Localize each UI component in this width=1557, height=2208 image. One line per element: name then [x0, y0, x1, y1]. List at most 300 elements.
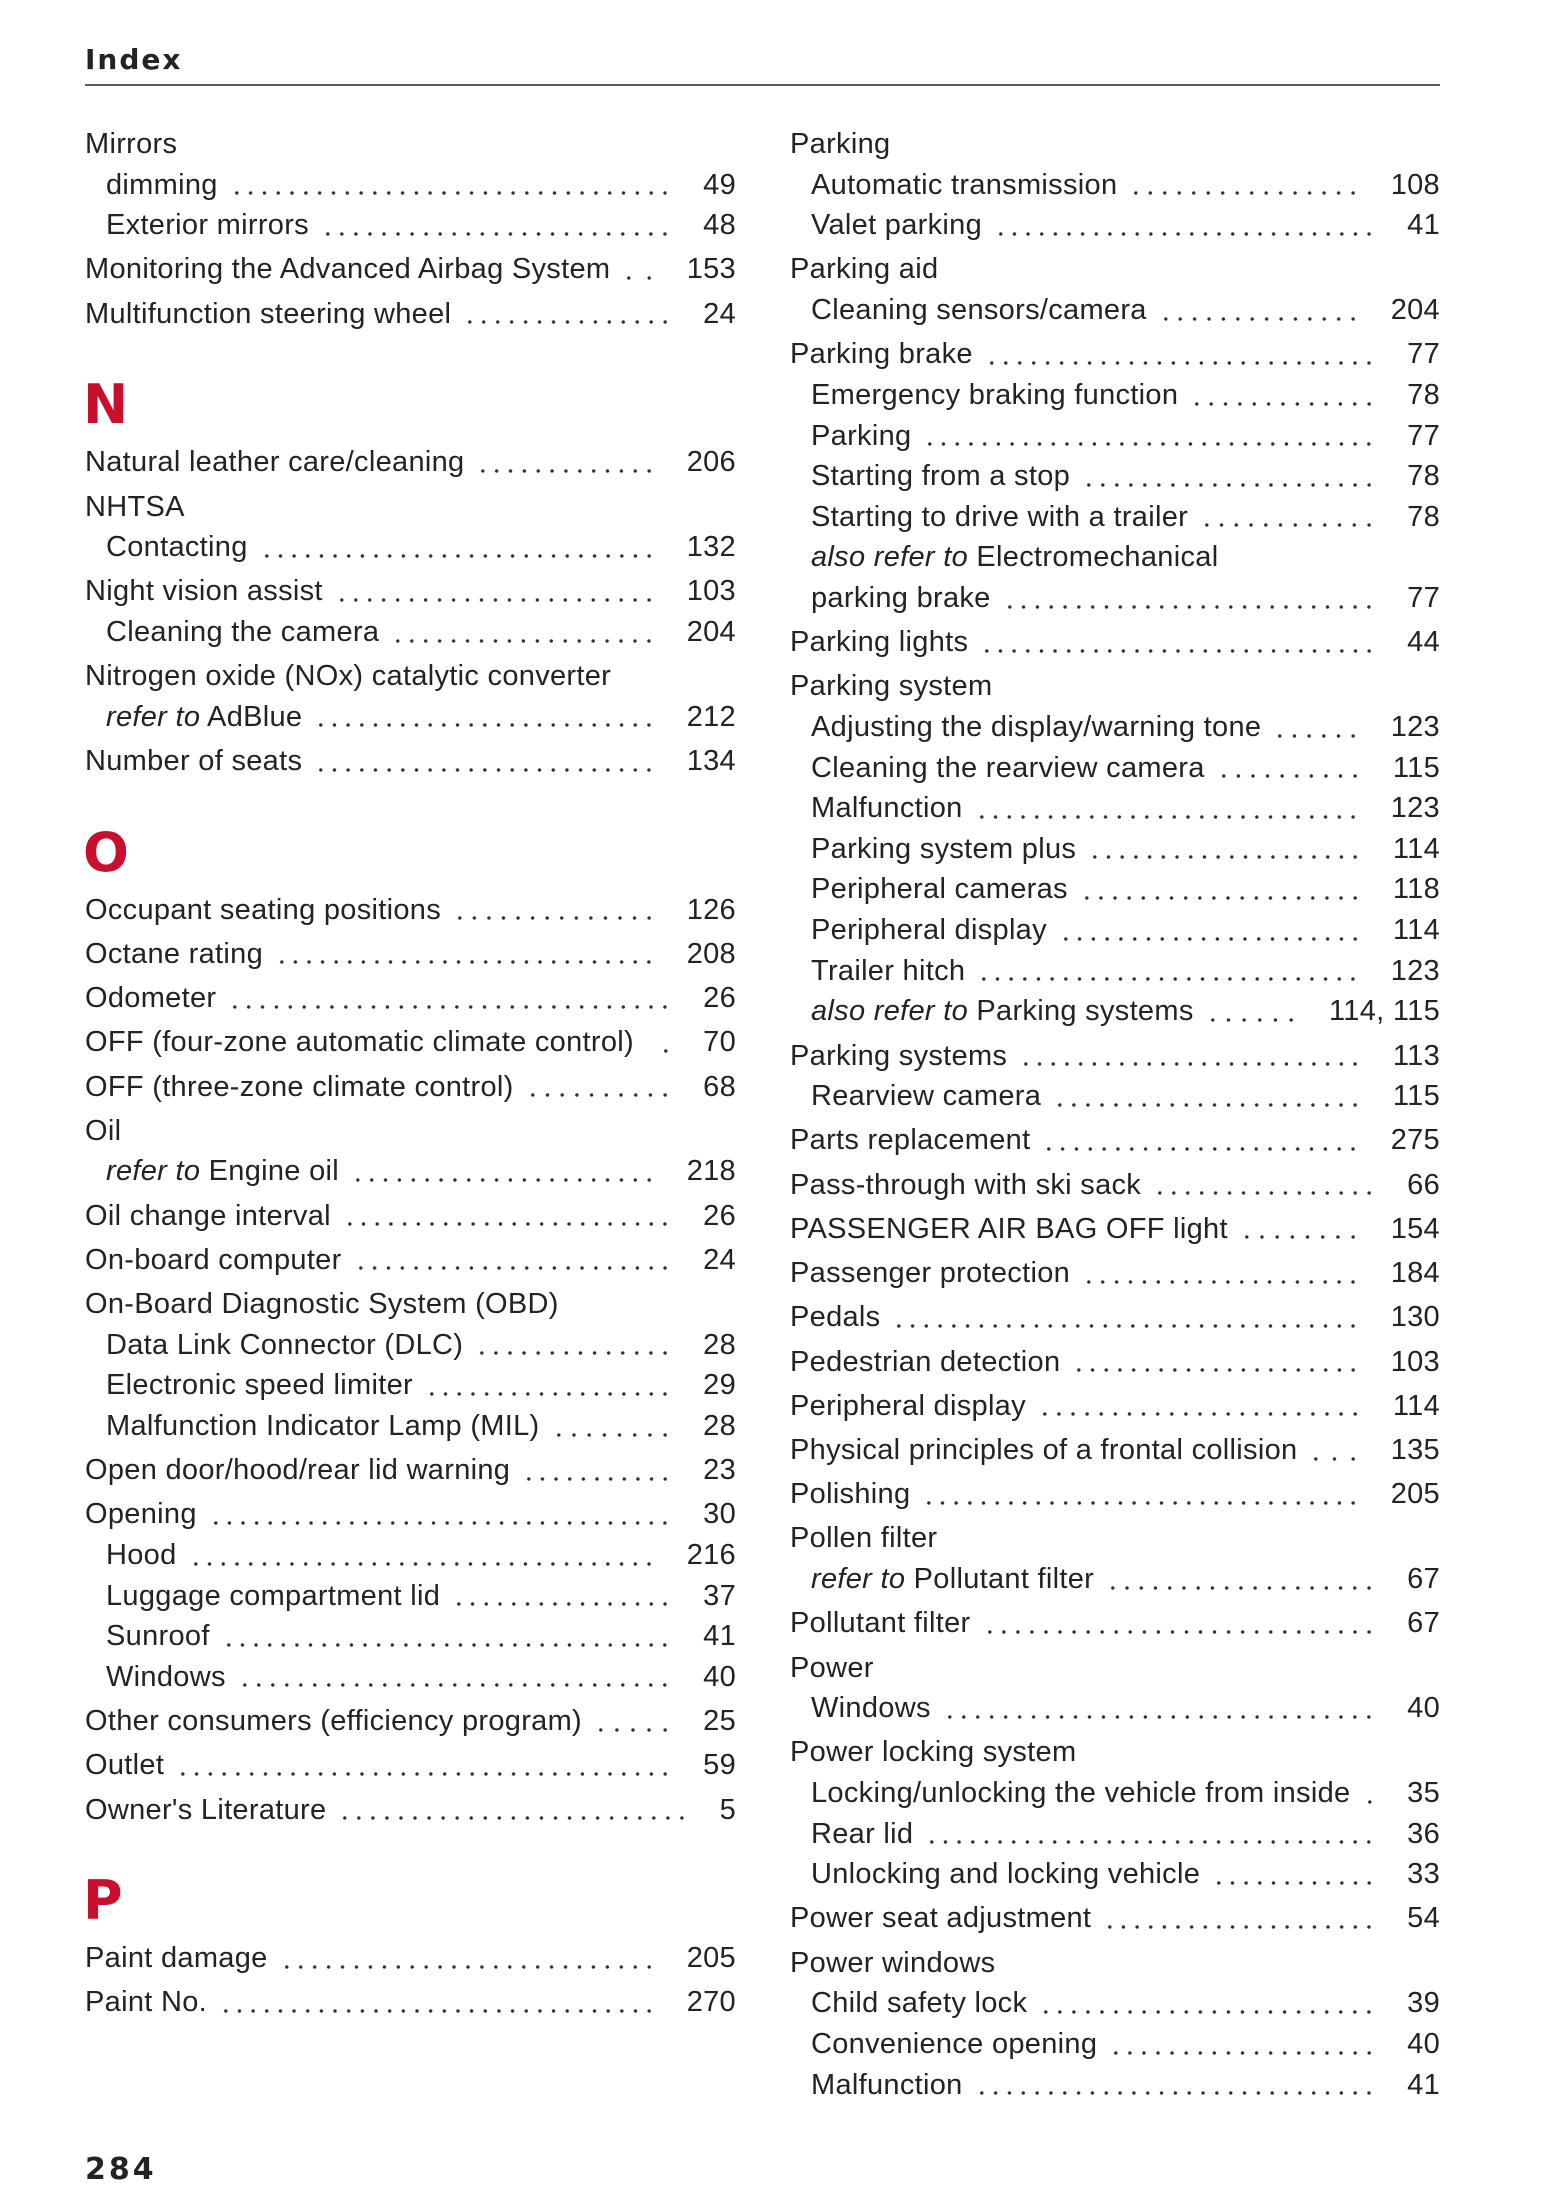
- entry-term-text: Electromechanical: [976, 541, 1219, 574]
- page-reference: 270: [686, 1986, 736, 2019]
- entry-term: [106, 1657, 226, 1698]
- index-entry: [790, 334, 1440, 375]
- index-subentry: [85, 1365, 736, 1406]
- index-subentry: [790, 165, 1440, 206]
- entry-term-text: Sunroof: [106, 1620, 210, 1653]
- entry-term-text: NHTSA: [85, 490, 185, 523]
- entry-term: [790, 1603, 971, 1644]
- dot-leader: [314, 697, 655, 738]
- entry-term-text: Windows: [811, 1692, 931, 1725]
- index-subentry: [790, 2024, 1440, 2065]
- entry-term: [811, 707, 1261, 748]
- index-subentry: [790, 1773, 1440, 1814]
- index-entry: [85, 656, 736, 697]
- page-reference: 123: [1390, 954, 1440, 987]
- entry-term-text: Number of seats: [85, 745, 303, 778]
- page-reference: 5: [719, 1793, 736, 1826]
- index-entry: [790, 1253, 1440, 1294]
- index-entry: [790, 1898, 1440, 1939]
- page-reference: 216: [686, 1539, 736, 1571]
- page-reference: 66: [1407, 1168, 1440, 1201]
- index-entry: [790, 1943, 1440, 1984]
- entry-term: [811, 991, 1194, 1032]
- entry-term-text: Emergency braking function: [811, 378, 1179, 411]
- index-entry: [85, 1494, 736, 1535]
- page-reference: 70: [703, 1026, 736, 1059]
- entry-term: [811, 416, 911, 457]
- page-reference: 23: [703, 1454, 736, 1487]
- entry-term-text: Octane rating: [85, 937, 263, 970]
- entry-term-text: parking brake: [811, 581, 991, 614]
- section-letter: N: [83, 373, 129, 437]
- index-entry: [790, 1342, 1440, 1383]
- dot-leader: [343, 1196, 672, 1237]
- entry-term-text: Engine oil: [208, 1155, 340, 1188]
- section-letter: O: [83, 820, 130, 884]
- entry-term-text: Night vision assist: [85, 575, 323, 608]
- entry-term: [790, 1297, 880, 1338]
- index-entry: [85, 1982, 736, 2023]
- dot-leader: [975, 788, 1360, 829]
- dot-leader: [977, 951, 1359, 992]
- dot-leader: [1159, 290, 1360, 331]
- index-subentry: [790, 1814, 1440, 1855]
- page-reference: 77: [1407, 338, 1440, 371]
- entry-term-text: Power seat adjustment: [790, 1902, 1092, 1935]
- page-reference: 115: [1392, 751, 1440, 784]
- entry-term: [106, 1325, 463, 1366]
- index-subentry: [85, 1657, 736, 1698]
- entry-term: [85, 487, 185, 528]
- dot-leader: [354, 1240, 673, 1281]
- entry-term: [85, 1745, 164, 1786]
- entry-term-text: Exterior mirrors: [106, 209, 309, 242]
- entry-term-text: Physical principles of a frontal collision: [790, 1434, 1298, 1467]
- entry-term: [811, 1814, 913, 1855]
- entry-term: [811, 497, 1188, 538]
- page-reference: 41: [703, 1620, 736, 1653]
- index-entry: [790, 1165, 1440, 1206]
- entry-term: [811, 375, 1178, 416]
- dot-leader: [975, 2065, 1377, 2106]
- index-subentry: [790, 1983, 1440, 2024]
- dot-leader: [222, 1616, 672, 1657]
- page-reference: 35: [1407, 1777, 1440, 1810]
- index-entry: [790, 1036, 1440, 1077]
- page-reference: 130: [1390, 1301, 1440, 1334]
- entry-term: [811, 578, 991, 619]
- dot-leader: [1088, 829, 1362, 870]
- entry-term: [811, 910, 1047, 951]
- index-subentry: [85, 1325, 736, 1366]
- entry-term: [85, 1450, 510, 1491]
- dot-leader: [476, 442, 655, 483]
- dot-leader: [1042, 1120, 1359, 1161]
- entry-term-text: Peripheral display: [811, 914, 1047, 947]
- index-entry: [790, 1209, 1440, 1250]
- index-subentry: [85, 1406, 736, 1447]
- page-reference: 153: [686, 253, 736, 286]
- entry-term-text: Parking aid: [790, 253, 939, 286]
- entry-term: [85, 1982, 207, 2023]
- entry-term-text: Rear lid: [811, 1817, 914, 1850]
- entry-term-text: Oil: [85, 1114, 122, 1147]
- dot-leader: [391, 612, 655, 653]
- page-reference: 30: [703, 1498, 736, 1531]
- entry-term: [85, 1240, 342, 1281]
- dot-leader: [1190, 375, 1376, 416]
- entry-term-text: Pedals: [790, 1301, 881, 1334]
- dot-leader: [943, 1688, 1376, 1729]
- entry-term: [790, 124, 890, 165]
- entry-term: [790, 1732, 1076, 1773]
- index-subentry: [85, 205, 736, 246]
- entry-term-text: Monitoring the Advanced Airbag System: [85, 253, 611, 286]
- cross-reference-prefix: also refer to: [811, 995, 969, 1028]
- index-entry: [85, 571, 736, 612]
- dot-leader: [1082, 456, 1376, 497]
- entry-term: [106, 1616, 210, 1657]
- entry-term-text: Locking/unlocking the vehicle from inside: [811, 1777, 1351, 1810]
- cross-reference-prefix: refer to: [811, 1563, 906, 1596]
- page-reference: 36: [1407, 1817, 1440, 1850]
- entry-term: [790, 1342, 1060, 1383]
- page-reference: 108: [1390, 168, 1440, 201]
- letter-section-heading: [85, 782, 736, 886]
- entry-term: [85, 442, 464, 483]
- index-subentry: [790, 375, 1440, 416]
- page-reference: 134: [686, 745, 736, 778]
- entry-term: [85, 741, 302, 782]
- entry-term-text: Odometer: [85, 982, 217, 1015]
- entry-term-text: OFF (three-zone climate control): [85, 1070, 514, 1103]
- entry-term-text: On-Board Diagnostic System (OBD): [85, 1288, 559, 1321]
- page-reference: 78: [1407, 460, 1440, 493]
- index-entry: [85, 1196, 736, 1237]
- index-subentry: [85, 1576, 736, 1617]
- entry-term-text: Parking systems: [976, 995, 1194, 1028]
- page-reference: 205: [686, 1942, 736, 1975]
- dot-leader: [980, 622, 1376, 663]
- dot-leader: [526, 1067, 673, 1108]
- index-entry: [85, 1938, 736, 1979]
- index-entry: [85, 1790, 736, 1831]
- entry-term: [85, 1701, 582, 1742]
- entry-term: [790, 622, 968, 663]
- entry-term: [790, 1943, 995, 1984]
- entry-term: [790, 1165, 1141, 1206]
- index-subentry: [790, 910, 1440, 951]
- page-reference: 68: [703, 1070, 736, 1103]
- page-reference: 78: [1407, 500, 1440, 533]
- entry-term-text: dimming: [106, 168, 218, 201]
- index-subentry: [85, 527, 736, 568]
- entry-term: [811, 829, 1076, 870]
- index-entry: [85, 294, 736, 335]
- index-entry: [85, 1240, 736, 1281]
- entry-term: [106, 205, 309, 246]
- dot-leader: [219, 1982, 656, 2023]
- page-reference: 132: [686, 531, 736, 564]
- entry-term: [106, 1151, 339, 1192]
- dot-leader: [1362, 1773, 1376, 1814]
- index-entry: [85, 934, 736, 975]
- index-entry: [85, 741, 736, 782]
- index-subentry: [790, 707, 1440, 748]
- dot-leader: [338, 1790, 688, 1831]
- page-reference: 54: [1407, 1902, 1440, 1935]
- entry-term-text: Oil change interval: [85, 1199, 331, 1232]
- page-reference: 37: [703, 1579, 736, 1612]
- entry-term-text: Unlocking and locking vehicle: [811, 1858, 1201, 1891]
- dot-leader: [925, 1814, 1376, 1855]
- page-reference: 103: [1390, 1345, 1440, 1378]
- dot-leader: [453, 890, 656, 931]
- entry-term-text: Pedestrian detection: [790, 1345, 1061, 1378]
- page-reference: 48: [703, 209, 736, 242]
- entry-term-text: Cleaning sensors/camera: [811, 294, 1147, 327]
- index-subentry: [790, 497, 1440, 538]
- entry-term: [790, 1036, 1007, 1077]
- index-entry: [85, 1284, 736, 1325]
- index-subentry: [85, 1535, 736, 1576]
- entry-term-text: Pollen filter: [790, 1522, 938, 1555]
- dot-leader: [983, 1603, 1377, 1644]
- entry-term-text: Parts replacement: [790, 1124, 1031, 1157]
- index-entry: [85, 978, 736, 1019]
- entry-term-text: Starting to drive with a trailer: [811, 500, 1189, 533]
- entry-term: [85, 1196, 331, 1237]
- page-reference: 41: [1407, 209, 1440, 242]
- index-entry: [85, 487, 736, 528]
- entry-term-text: Occupant seating positions: [85, 893, 442, 926]
- entry-term-text: Polishing: [790, 1478, 911, 1511]
- index-entry: [790, 1732, 1440, 1773]
- index-subentry: [790, 578, 1440, 619]
- entry-term-text: Child safety lock: [811, 1987, 1028, 2020]
- entry-term: [85, 294, 451, 335]
- entry-term-text: Parking brake: [790, 338, 973, 371]
- page-reference: 77: [1407, 581, 1440, 614]
- entry-term-text: Mirrors: [85, 128, 178, 160]
- entry-term: [811, 2065, 963, 2106]
- entry-term: [85, 1284, 559, 1325]
- dot-leader: [923, 416, 1376, 457]
- entry-term-text: Pollutant filter: [913, 1563, 1095, 1596]
- dot-leader: [594, 1701, 672, 1742]
- entry-term-text: Malfunction: [811, 792, 963, 825]
- entry-term: [106, 527, 248, 568]
- index-entry: [85, 1450, 736, 1491]
- dot-leader: [1206, 991, 1298, 1032]
- entry-term-text: Adjusting the display/warning tone: [811, 711, 1262, 744]
- entry-term-text: Cleaning the rearview camera: [811, 751, 1205, 784]
- dot-leader: [189, 1535, 656, 1576]
- dot-leader: [209, 1494, 672, 1535]
- dot-leader: [1072, 1342, 1359, 1383]
- cross-reference-prefix: also refer to: [811, 541, 969, 574]
- dot-leader: [1039, 1983, 1376, 2024]
- entry-term: [106, 165, 218, 206]
- entry-term: [790, 1386, 1026, 1427]
- page-reference: 44: [1407, 626, 1440, 659]
- entry-term-text: Contacting: [106, 531, 248, 564]
- page-reference: 114: [1392, 1389, 1440, 1422]
- entry-term: [106, 612, 379, 653]
- index-entry: [790, 1297, 1440, 1338]
- entry-term-text: Trailer hitch: [811, 954, 966, 987]
- index-entry: [85, 890, 736, 931]
- entry-term-text: Paint damage: [85, 1942, 268, 1975]
- page-reference: 218: [686, 1155, 736, 1188]
- entry-term: [811, 1688, 931, 1729]
- cross-reference-prefix: refer to: [106, 1155, 201, 1188]
- page-reference: 28: [703, 1328, 736, 1361]
- section-letter: P: [83, 1869, 123, 1933]
- dot-leader: [321, 205, 672, 246]
- entry-term-text: Rearview camera: [811, 1080, 1042, 1113]
- page-reference: 126: [686, 893, 736, 926]
- entry-term: [811, 788, 963, 829]
- entry-term: [811, 951, 965, 992]
- dot-leader: [1080, 869, 1362, 910]
- page-reference: 24: [703, 1243, 736, 1276]
- page-reference: 123: [1390, 792, 1440, 825]
- page-reference: 114, 115: [1329, 995, 1440, 1028]
- dot-leader: [230, 165, 672, 206]
- entry-term-text: Malfunction: [811, 2068, 963, 2101]
- index-subentry: [790, 416, 1440, 457]
- entry-term-text: Parking lights: [790, 626, 969, 659]
- entry-term-text: Other consumers (efficiency program): [85, 1705, 582, 1738]
- dot-leader: [1059, 910, 1362, 951]
- dot-leader: [1200, 497, 1376, 538]
- dot-leader: [1103, 1898, 1376, 1939]
- dot-leader: [335, 571, 656, 612]
- entry-term: [106, 1576, 440, 1617]
- dot-leader: [1053, 1076, 1362, 1117]
- dot-leader: [425, 1365, 672, 1406]
- page-reference: 114: [1392, 914, 1440, 947]
- index-entry: [790, 1518, 1440, 1559]
- entry-term: [85, 571, 323, 612]
- dot-leader: [552, 1406, 673, 1447]
- index-entry: [790, 124, 1440, 165]
- entry-term-text: Parking: [811, 419, 912, 452]
- page-reference: 29: [703, 1369, 736, 1402]
- entry-term-text: PASSENGER AIR BAG OFF light: [790, 1212, 1228, 1245]
- entry-term: [85, 1938, 268, 1979]
- entry-term-text: Pass-through with ski sack: [790, 1168, 1142, 1201]
- entry-term-text: Nitrogen oxide (NOx) catalytic converter: [85, 660, 612, 693]
- dot-leader: [1240, 1209, 1360, 1250]
- entry-term-text: Power locking system: [790, 1736, 1077, 1769]
- entry-term-text: Malfunction Indicator Lamp (MIL): [106, 1409, 540, 1442]
- entry-term-text: Valet parking: [811, 209, 983, 242]
- entry-term-text: Starting from a stop: [811, 460, 1071, 493]
- entry-term: [790, 1518, 937, 1559]
- index-entry: [790, 1120, 1440, 1161]
- page-reference: 26: [703, 1199, 736, 1232]
- page-reference: 67: [1407, 1563, 1440, 1596]
- page-number: 284: [85, 2152, 157, 2187]
- entry-term: [106, 1365, 413, 1406]
- index-subentry: [790, 1854, 1440, 1895]
- entry-term: [811, 869, 1068, 910]
- index-subentry: [790, 829, 1440, 870]
- dot-leader: [985, 334, 1376, 375]
- index-subentry: [790, 290, 1440, 331]
- page-reference: 40: [703, 1660, 736, 1693]
- page-reference: 113: [1392, 1039, 1440, 1072]
- page-reference: 204: [1390, 294, 1440, 327]
- entry-term-text: Open door/hood/rear lid warning: [85, 1454, 511, 1487]
- entry-term: [790, 1120, 1030, 1161]
- entry-term: [85, 249, 610, 290]
- page-reference: 40: [1407, 1692, 1440, 1725]
- index-entry: [790, 666, 1440, 707]
- entry-term: [85, 934, 263, 975]
- entry-term-text: Parking: [790, 128, 891, 160]
- entry-term-text: Hood: [106, 1539, 177, 1571]
- page-reference: 39: [1407, 1987, 1440, 2020]
- page-reference: 212: [686, 700, 736, 733]
- entry-term-text: Parking systems: [790, 1039, 1008, 1072]
- entry-term: [85, 1067, 514, 1108]
- entry-term-text: Convenience opening: [811, 2027, 1098, 2060]
- index-subentry: [790, 788, 1440, 829]
- entry-term: [811, 165, 1117, 206]
- dot-leader: [452, 1576, 672, 1617]
- entry-term: [106, 697, 302, 738]
- entry-term-text: Paint No.: [85, 1986, 207, 2019]
- dot-leader: [522, 1450, 672, 1491]
- index-entry: [85, 124, 736, 165]
- index-subentry: [790, 205, 1440, 246]
- page-reference: 205: [1390, 1478, 1440, 1511]
- dot-leader: [1082, 1253, 1360, 1294]
- entry-term-text: Natural leather care/cleaning: [85, 446, 465, 479]
- entry-term: [811, 1983, 1027, 2024]
- entry-term: [811, 456, 1070, 497]
- index-subentry: [85, 1616, 736, 1657]
- entry-term: [790, 1253, 1070, 1294]
- dot-leader: [1153, 1165, 1376, 1206]
- index-entry: [85, 1111, 736, 1152]
- index-subentry: [790, 1559, 1440, 1600]
- index-entry: [790, 1430, 1440, 1471]
- index-subentry: [790, 869, 1440, 910]
- page-reference: 103: [686, 575, 736, 608]
- entry-term-text: Electronic speed limiter: [106, 1369, 413, 1402]
- index-entry: [790, 1474, 1440, 1515]
- entry-term: [790, 1474, 910, 1515]
- entry-term-text: Opening: [85, 1498, 197, 1531]
- dot-leader: [1309, 1430, 1359, 1471]
- index-subentry: [790, 748, 1440, 789]
- index-subentry: [790, 456, 1440, 497]
- header-rule: [85, 84, 1440, 86]
- entry-term: [811, 2024, 1097, 2065]
- index-entry: [85, 1022, 736, 1063]
- entry-term-text: Windows: [106, 1660, 226, 1693]
- entry-term: [85, 890, 441, 931]
- page-reference: 115: [1392, 1080, 1440, 1113]
- dot-leader: [1038, 1386, 1362, 1427]
- page-reference: 135: [1390, 1434, 1440, 1467]
- entry-term: [811, 1773, 1350, 1814]
- page-reference: 24: [703, 297, 736, 330]
